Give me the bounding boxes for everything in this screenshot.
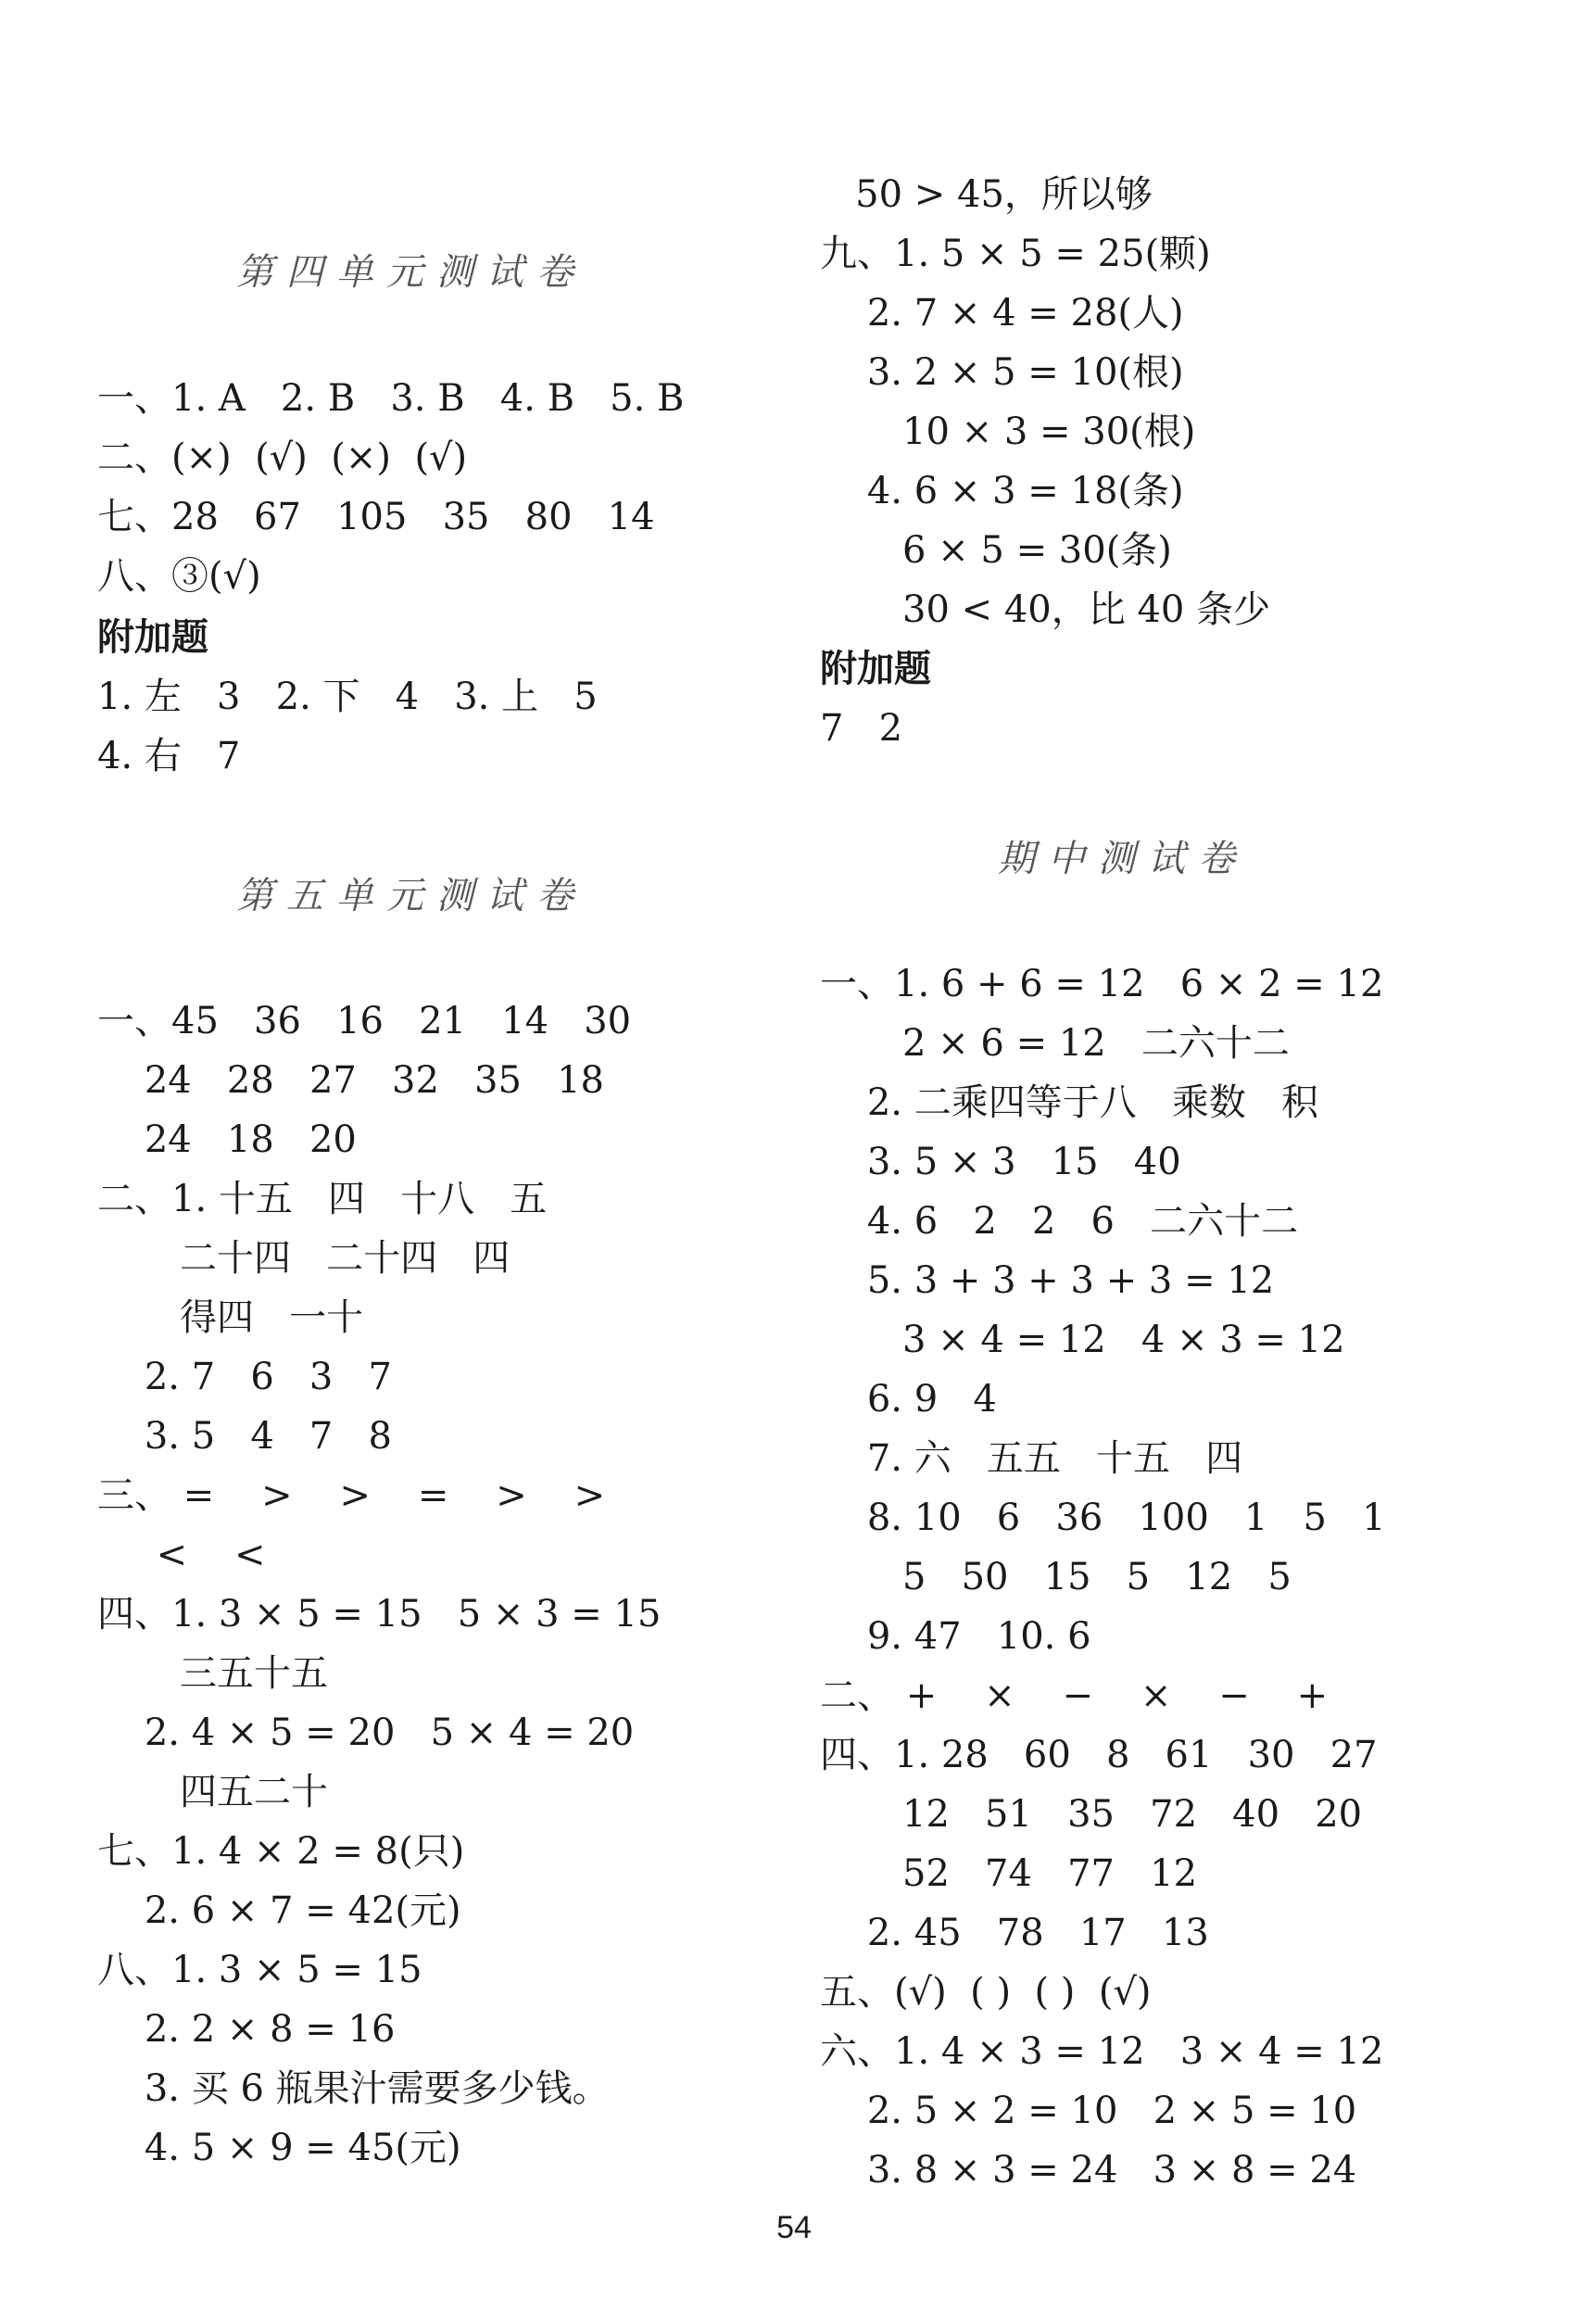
right-bonus-title: 附加题 (820, 648, 931, 690)
page-number: 54 (776, 2210, 812, 2245)
unit5-line: 四、1. 3 × 5 = 15 5 × 3 = 15 (97, 1593, 662, 1636)
midterm-line: 6. 9 4 (820, 1378, 997, 1421)
midterm-line: 五、(√) ( ) ( ) (√) (820, 1971, 1152, 2014)
unit5-title: 第五单元测试卷 (236, 875, 586, 917)
midterm-line: 3 × 4 = 12 4 × 3 = 12 (820, 1319, 1345, 1361)
unit5-line: 四五二十 (97, 1771, 329, 1813)
unit5-line: 24 28 27 32 35 18 (97, 1059, 604, 1102)
unit5-line: 4. 5 × 9 = 45(元) (97, 2127, 461, 2169)
midterm-line: 4. 6 2 2 6 二六十二 (820, 1200, 1299, 1243)
midterm-line: 5 50 15 5 12 5 (820, 1556, 1292, 1598)
unit5-line: 三、 = > > = > > (97, 1474, 606, 1517)
midterm-line: 四、1. 28 60 8 61 30 27 (820, 1734, 1378, 1776)
unit5-line: 七、1. 4 × 2 = 8(只) (97, 1830, 465, 1873)
midterm-title: 期中测试卷 (998, 838, 1248, 880)
unit4-line: 七、28 67 105 35 80 14 (97, 496, 655, 538)
right-line: 九、1. 5 × 5 = 25(颗) (820, 233, 1211, 275)
midterm-line: 2. 二乘四等于八 乘数 积 (820, 1081, 1319, 1124)
midterm-line: 六、1. 4 × 3 = 12 3 × 4 = 12 (820, 2030, 1384, 2073)
right-line: 30 < 40，比 40 条少 (820, 588, 1271, 631)
right-line: 6 × 5 = 30(条) (820, 529, 1172, 572)
unit5-line: 3. 5 4 7 8 (97, 1415, 392, 1458)
unit5-line: 24 18 20 (97, 1118, 357, 1161)
unit5-line: 三五十五 (97, 1652, 329, 1695)
unit5-line: 2. 4 × 5 = 20 5 × 4 = 20 (97, 1711, 635, 1754)
midterm-line: 2. 45 78 17 13 (820, 1912, 1209, 1954)
unit5-line: 3. 买 6 瓶果汁需要多少钱。 (97, 2067, 610, 2110)
midterm-line: 12 51 35 72 40 20 (820, 1793, 1363, 1836)
right-line: 4. 6 × 3 = 18(条) (820, 470, 1184, 512)
unit5-line: 2. 2 × 8 = 16 (97, 2008, 396, 2051)
unit4-title: 第四单元测试卷 (236, 251, 586, 294)
midterm-line: 9. 47 10. 6 (820, 1615, 1091, 1658)
right-line: 50 > 45，所以够 (820, 173, 1153, 216)
midterm-line: 8. 10 6 36 100 1 5 1 (820, 1497, 1386, 1539)
unit4-bonus-line: 4. 右 7 (97, 735, 241, 777)
right-bonus-line: 7 2 (820, 707, 903, 750)
right-line: 10 × 3 = 30(根) (820, 410, 1196, 453)
right-line: 3. 2 × 5 = 10(根) (820, 351, 1184, 394)
midterm-line: 2 × 6 = 12 二六十二 (820, 1022, 1290, 1065)
midterm-line: 3. 8 × 3 = 24 3 × 8 = 24 (820, 2149, 1357, 2191)
unit5-line: 2. 7 6 3 7 (97, 1356, 392, 1398)
unit5-line: < < (97, 1534, 266, 1576)
midterm-line: 52 74 77 12 (820, 1852, 1198, 1895)
midterm-line: 一、1. 6 + 6 = 12 6 × 2 = 12 (820, 963, 1384, 1005)
midterm-line: 2. 5 × 2 = 10 2 × 5 = 10 (820, 2090, 1357, 2132)
unit4-bonus-title: 附加题 (97, 616, 208, 659)
unit4-line: 一、1. A 2. B 3. B 4. B 5. B (97, 377, 685, 420)
unit5-line: 得四 一十 (97, 1296, 364, 1339)
unit5-line: 二十四 二十四 四 (97, 1237, 510, 1280)
unit5-line: 一、45 36 16 21 14 30 (97, 1000, 632, 1042)
unit4-line: 八、③(√) (97, 555, 261, 598)
right-line: 2. 7 × 4 = 28(人) (820, 292, 1184, 335)
unit5-line: 八、1. 3 × 5 = 15 (97, 1949, 422, 1991)
unit5-line: 二、1. 十五 四 十八 五 (97, 1178, 548, 1220)
midterm-line: 3. 5 × 3 15 40 (820, 1141, 1181, 1183)
midterm-line: 二、 + × − × − + (820, 1674, 1329, 1717)
midterm-line: 5. 3 + 3 + 3 + 3 = 12 (820, 1259, 1275, 1302)
midterm-line: 7. 六 五五 十五 四 (820, 1437, 1243, 1480)
unit4-bonus-line: 1. 左 3 2. 下 4 3. 上 5 (97, 676, 598, 718)
unit5-line: 2. 6 × 7 = 42(元) (97, 1889, 461, 1932)
unit4-line: 二、(×) (√) (×) (√) (97, 436, 468, 479)
